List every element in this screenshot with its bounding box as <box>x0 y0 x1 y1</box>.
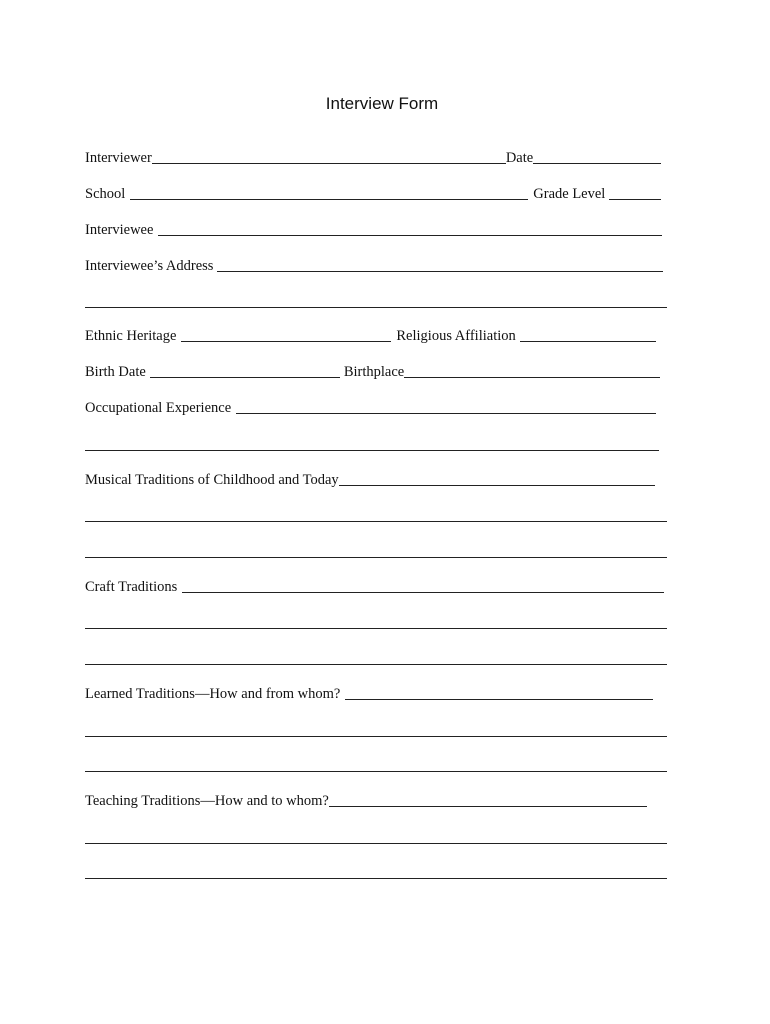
musical-traditions-label: Musical Traditions of Childhood and Today <box>85 472 339 488</box>
grade-level-label: Grade Level <box>533 186 606 202</box>
interviewee-address-extra-line[interactable] <box>85 307 667 308</box>
learned-traditions-label: Learned Traditions—How and from whom? <box>85 686 341 702</box>
craft-traditions-field[interactable] <box>182 592 664 593</box>
teaching-row <box>85 790 647 810</box>
interviewee-address-field[interactable] <box>217 271 663 272</box>
date-field[interactable] <box>533 163 661 164</box>
birth-date-field[interactable] <box>150 377 340 378</box>
learned-row <box>85 683 653 703</box>
learned-traditions-field[interactable] <box>345 699 653 700</box>
interviewer-row <box>85 147 661 167</box>
occupational-experience-label: Occupational Experience <box>85 400 232 416</box>
form-title: Interview Form <box>325 94 439 113</box>
heritage-row <box>85 325 656 345</box>
teaching-traditions-label: Teaching Traditions—How and to whom? <box>85 793 329 809</box>
grade-level-field[interactable] <box>609 199 661 200</box>
religious-affiliation-field[interactable] <box>520 341 656 342</box>
occupational-experience-extra-line[interactable] <box>85 450 659 451</box>
teaching-traditions-extra-line-2[interactable] <box>85 878 667 879</box>
ethnic-heritage-field[interactable] <box>181 341 391 342</box>
craft-row <box>85 576 664 596</box>
teaching-traditions-extra-line-1[interactable] <box>85 843 667 844</box>
craft-traditions-extra-line-1[interactable] <box>85 628 667 629</box>
ethnic-heritage-label: Ethnic Heritage <box>85 328 177 344</box>
school-label: School <box>85 186 126 202</box>
school-row <box>85 183 661 203</box>
interviewer-field[interactable] <box>152 163 506 164</box>
birthplace-field[interactable] <box>404 377 660 378</box>
craft-traditions-extra-line-2[interactable] <box>85 664 667 665</box>
interviewee-field[interactable] <box>158 235 662 236</box>
interviewer-label: Interviewer <box>85 150 152 166</box>
musical-traditions-field[interactable] <box>339 485 655 486</box>
school-field[interactable] <box>130 199 528 200</box>
date-label: Date <box>505 150 534 166</box>
craft-traditions-label: Craft Traditions <box>85 579 178 595</box>
interviewee-address-row <box>85 255 663 275</box>
interviewee-label: Interviewee <box>85 222 154 238</box>
religious-affiliation-label: Religious Affiliation <box>396 328 516 344</box>
birthplace-label: Birthplace <box>343 364 405 380</box>
musical-traditions-extra-line-2[interactable] <box>85 557 667 558</box>
interviewee-address-label: Interviewee’s Address <box>85 258 214 274</box>
birth-date-label: Birth Date <box>85 364 146 380</box>
birth-row <box>85 361 660 381</box>
musical-row <box>85 469 655 489</box>
musical-traditions-extra-line-1[interactable] <box>85 521 667 522</box>
occupational-row <box>85 397 656 417</box>
learned-traditions-extra-line-2[interactable] <box>85 771 667 772</box>
learned-traditions-extra-line-1[interactable] <box>85 736 667 737</box>
teaching-traditions-field[interactable] <box>329 806 647 807</box>
interviewee-row <box>85 219 662 239</box>
occupational-experience-field[interactable] <box>236 413 656 414</box>
